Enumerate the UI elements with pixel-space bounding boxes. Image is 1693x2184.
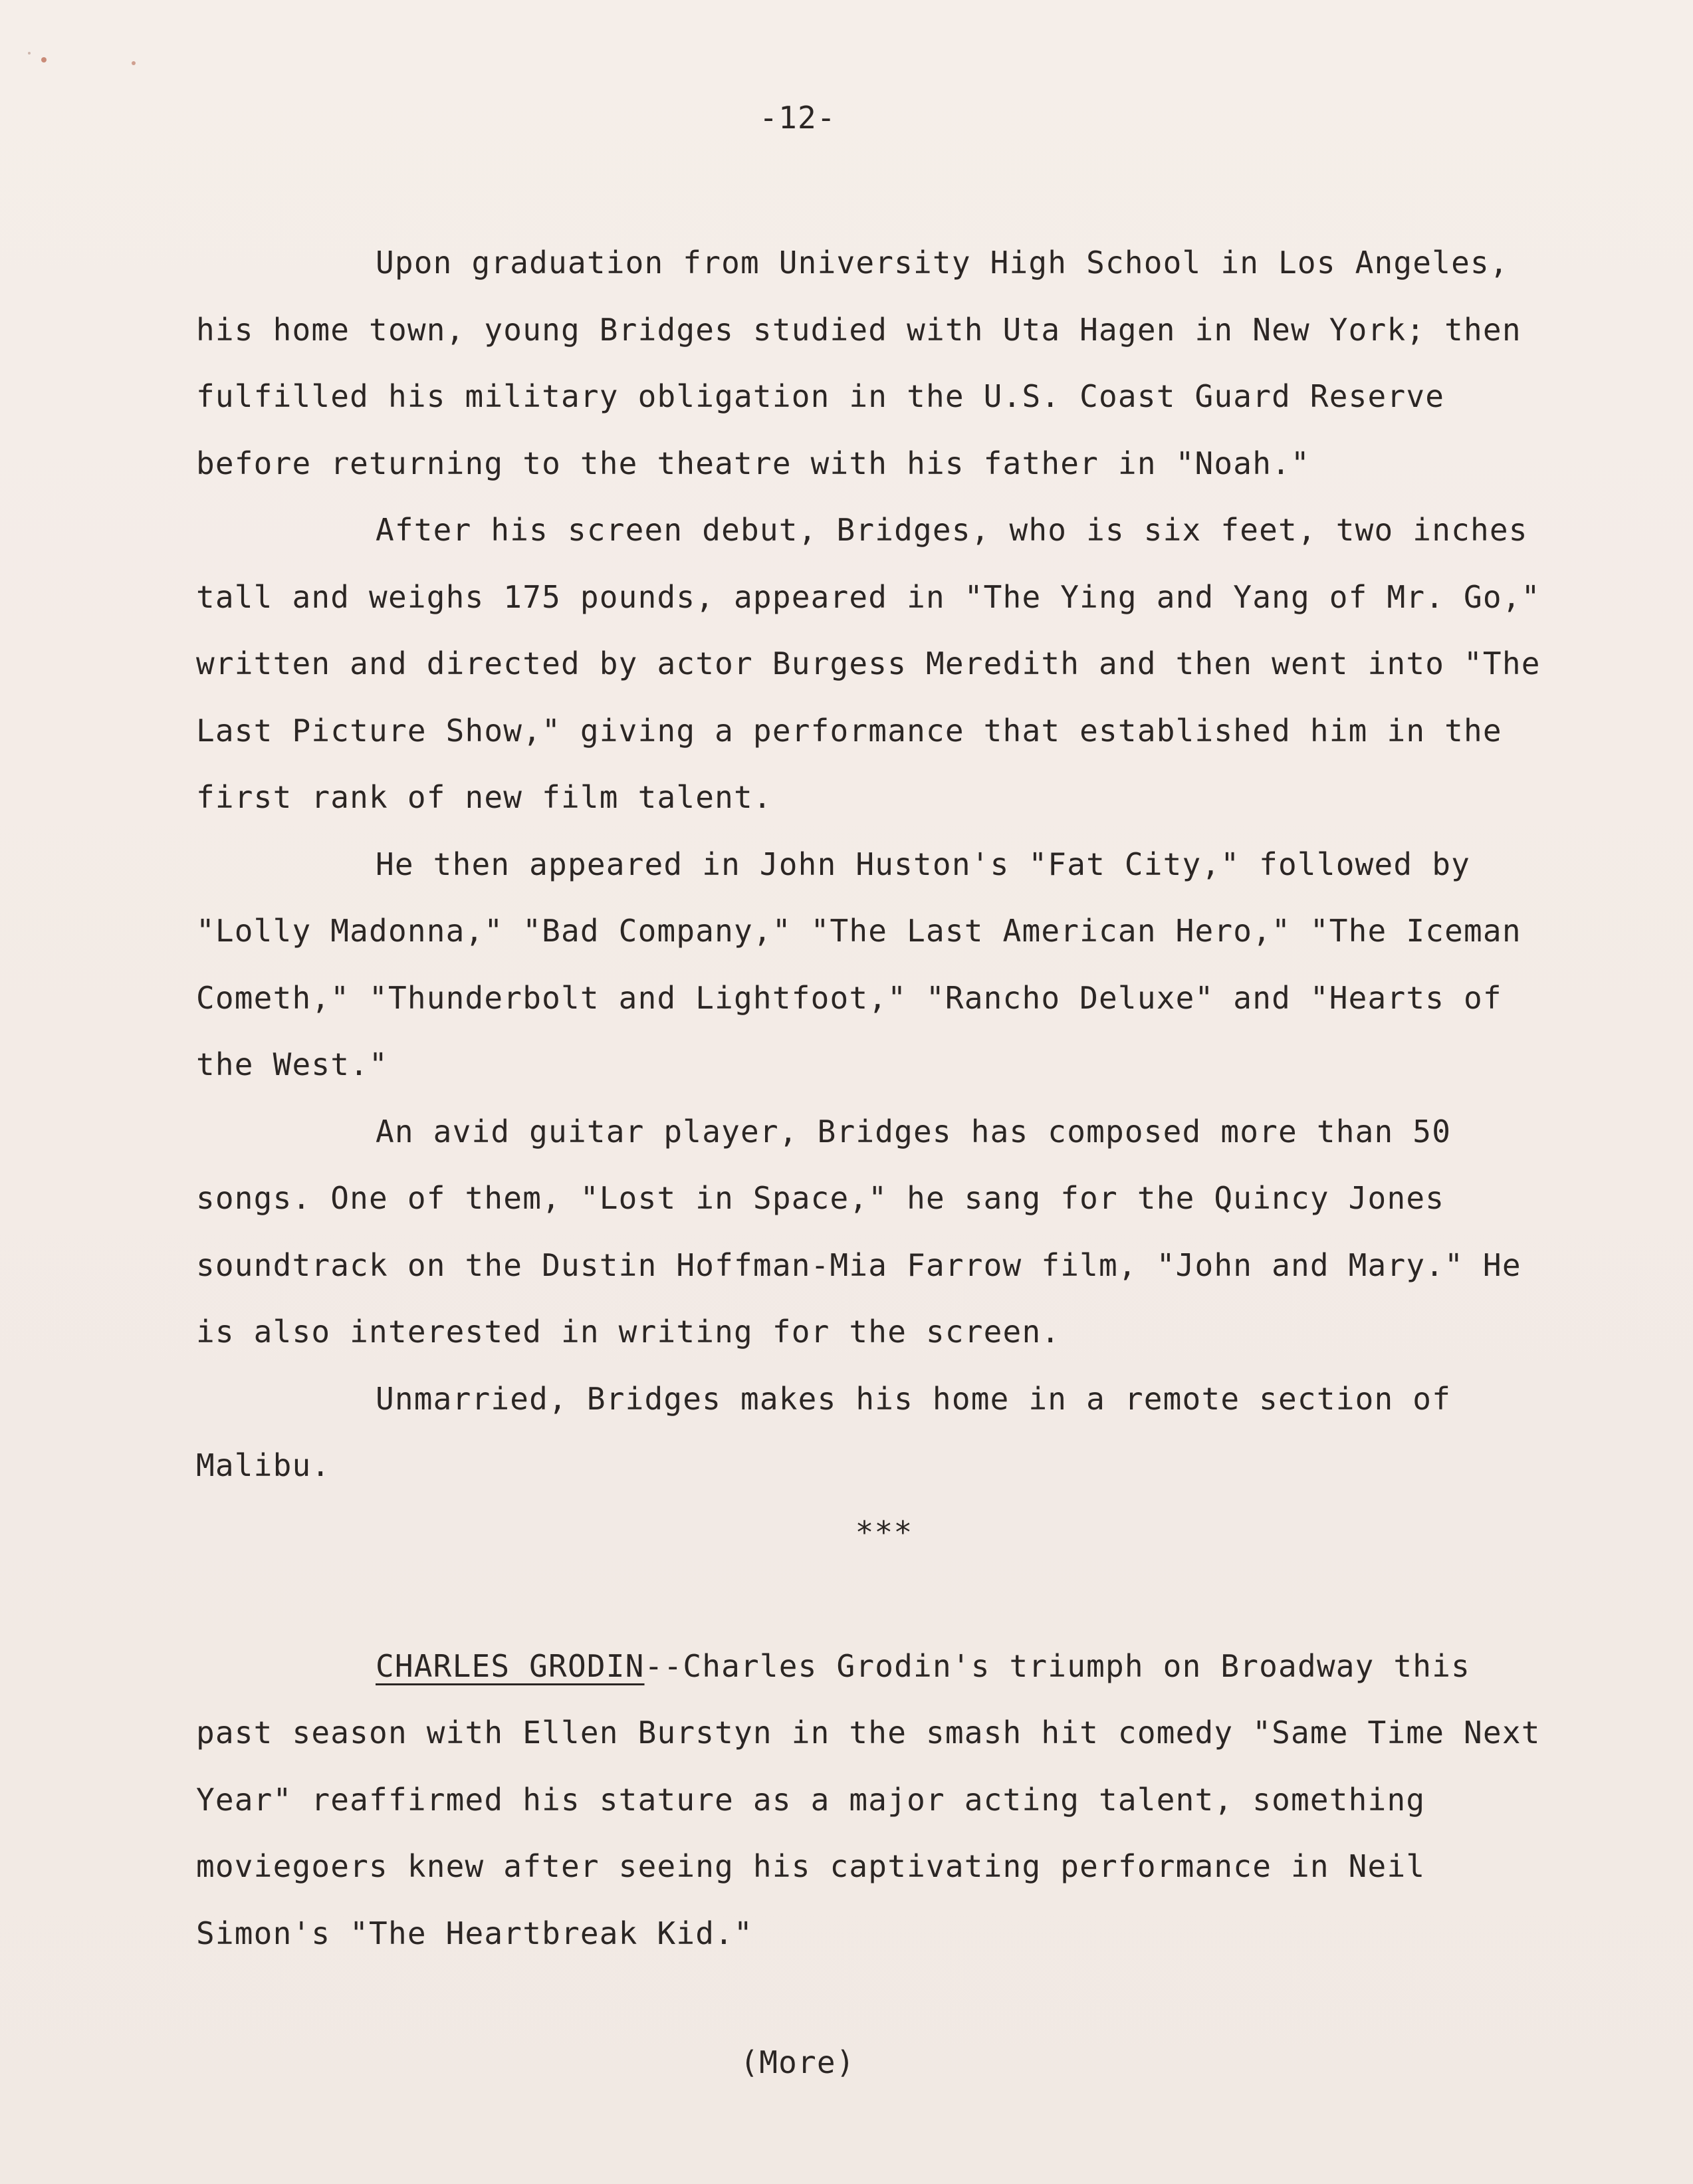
- blank-line: [196, 1566, 1552, 1633]
- paragraph-personal: Unmarried, Bridges makes his home in a remote section of Malibu.: [196, 1380, 1452, 1483]
- section-separator: ***: [855, 1514, 913, 1550]
- grodin-text: --Charles Grodin's triumph on Broadway this past season with Ellen Burstyn in the smash hit comedy "Same Time Next Year" reaffirmed his stature as a major acting talent, something moviegoers knew after seeing his captivating performance in Neil Simon's "The Heartbreak Kid.": [196, 1647, 1541, 1951]
- paper-speck: [41, 57, 47, 62]
- page-number: -12-: [759, 100, 836, 136]
- paper-speck: [28, 52, 31, 55]
- body-text: [196, 229, 1552, 1967]
- paragraph-filmography: He then appeared in John Huston's "Fat City," followed by "Lolly Madonna," "Bad Company," "The Last American Hero," "The Iceman Cometh," "Thunderbolt and Lightfoot," "Rancho Deluxe" and "Hearts of the West.": [196, 846, 1522, 1082]
- grodin-name-heading: CHARLES GRODIN: [376, 1647, 645, 1684]
- paragraph-education: Upon graduation from University High School in Los Angeles, his home town, young Bridges studied with Uta Hagen in New York; then fulfilled his military obligation in the U.S. Coast Guard Reserve before returning to the theatre with his father in "Noah.": [196, 245, 1522, 481]
- paragraph-grodin: [196, 1633, 1552, 1967]
- continuation-marker: (More): [740, 2044, 855, 2080]
- paragraph-screen-debut: After his screen debut, Bridges, who is six feet, two inches tall and weighs 175 pounds, appeared in "The Ying and Yang of Mr. Go," written and directed by actor Burgess Meredith and then went into "The Last Picture Show," giving a performance that established him in the first rank of new film talent.: [196, 512, 1541, 815]
- paragraph-music: An avid guitar player, Bridges has composed more than 50 songs. One of them, "Lost in Space," he sang for the Quincy Jones soundtrack on the Dustin Hoffman-Mia Farrow film, "John and Mary." He is also interested in writing for the screen.: [196, 1113, 1522, 1350]
- paper-speck: [132, 61, 136, 65]
